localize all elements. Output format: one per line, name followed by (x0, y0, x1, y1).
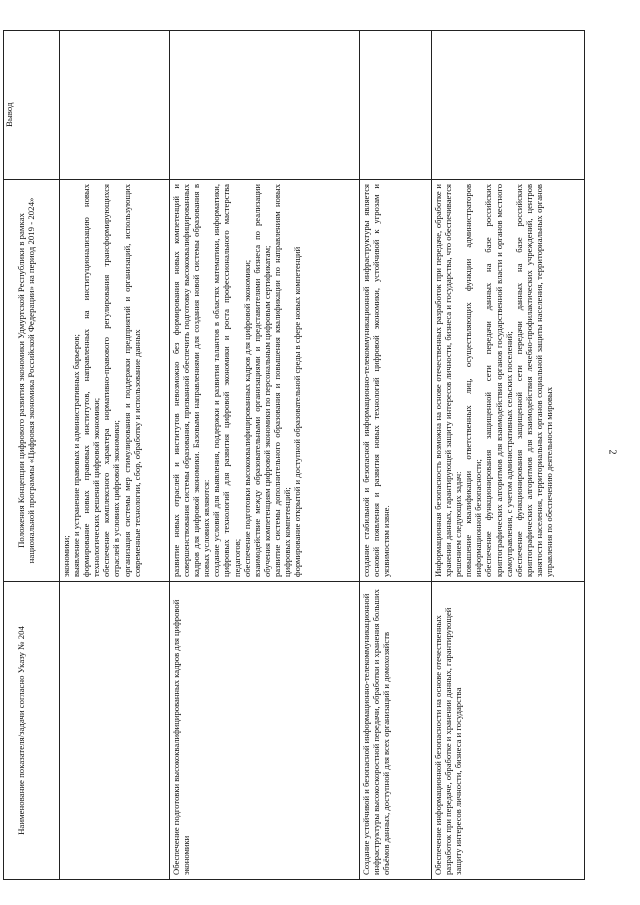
provision-line: обеспечение функционирования защищенной сети передачи данных на базе российских криптографических алгоритмов для взаимодействия лечебно-профилактических учреждений, центров занятости населения, территориальных органов социальной защиты населения, территориальных органов управления по обеспечению деятельности мировых (513, 184, 555, 577)
header-task: Наименование показателя/задачи согласно Указу № 204 (4, 582, 60, 879)
table-row (60, 180, 170, 581)
provision-line: создание стабильной и безопасной информационно-телекоммуникационной инфраструктуры является основой появления и развития новых технологий цифровой экономики, устойчивой к угрозам и уязвимостям извне. (361, 184, 392, 577)
provision-line: обеспечение подготовки высококвалифицированных кадров для цифровой экономики; (241, 259, 252, 577)
page-number: 2 (606, 449, 618, 455)
provision-line: создание условий для выявления, поддержки и развития талантов в областях математики, информатики, цифровых технологий для развития цифровой экономики и роста профессионального мастерства педагогов; (211, 184, 242, 577)
provision-line: развитие системы дополнительного образования и повышения квалификации по направлениям новых цифровых компетенций; (271, 184, 293, 577)
provision-line: организация системы мер стимулирования и поддержки предприятий и организаций, использующих современные технологии, сбор, обработку и использование данных (121, 184, 142, 577)
header-provisions: Положения Концепции цифрового развития экономики Удмуртской Республики в рамках национальной программы «Цифровая экономика Российской Федерации» на период 2019 - 2024» (4, 180, 60, 581)
conclusion-column (4, 30, 584, 179)
header-conclusion: Вывод (4, 30, 60, 179)
provision-line: экономики; (61, 535, 71, 577)
provision-line: повышение квалификации ответственных лиц, осуществляющих функции администраторов информационной безопасности; (463, 184, 484, 577)
provision-line: формирование новых правовых институтов, направленных на институционализацию новых технологических решений цифровой экономики; (81, 184, 102, 577)
table-row (60, 582, 170, 879)
provision-line: выявление и устранение правовых и административных барьеров; (71, 334, 82, 577)
table-wrapper (3, 30, 585, 880)
provision-line: развитие новых отраслей и институтов невозможно без формирования новых компетенций и совершенствования системы образования, призванной обеспечить подготовку высококвалифицированных кадров для цифровой экономики. Базовыми направлениями для создания новой системы образования в новых условиях являются: (171, 184, 212, 577)
table-row (360, 180, 432, 581)
task-cell: Обеспечение подготовки высококвалифицированных кадров для цифровой экономики (171, 599, 192, 875)
table-row (60, 30, 170, 179)
table-row (432, 30, 585, 179)
table-row (432, 582, 585, 879)
concept-table (3, 30, 585, 880)
provision-line: обеспечение комплексного характера нормативно-правового регулирования трансформирующихся отраслей в условиях цифровой экономики; (101, 184, 122, 577)
provision-line: формирование открытой и доступной образовательной среды в сфере новых компетенций (292, 246, 303, 577)
task-column (4, 581, 584, 879)
table-row (170, 582, 360, 879)
table-row (360, 30, 432, 179)
provision-line: взаимодействие между образовательными организациями и представителями бизнеса по реализации обучения компетенциям цифровой экономики по персональным цифровым сертификатам; (251, 184, 272, 577)
provisions-column (4, 179, 584, 581)
provision-line: Информационная безопасность возможна на основе отечественных разработок при передаче, обработке и хранении данных, гарантирующей защиту интересов личности, бизнеса и государства, что обеспечивается решением следующих задач: (433, 184, 464, 577)
table-row (432, 180, 585, 581)
task-cell: Создание устойчивой и безопасной информационно-телекоммуникационной инфраструктуры высокоскоростной передачи, обработки и хранения больших объёмов данных, доступной для всех организаций и домохозяйств (361, 589, 392, 875)
table-row (360, 582, 432, 879)
task-cell: Обеспечение информационной безопасности на основе отечественных разработок при передаче, обработке и хранении данных, гарантирующей защиту интересов личности, бизнеса и государства (433, 607, 464, 875)
table-row (170, 180, 360, 581)
table-row (170, 30, 360, 179)
provision-line: обеспечение функционирования защищенной сети передачи данных на базе российских криптографических алгоритмов для взаимодействия органов государственной власти и органов местного самоуправления, с учетом административных сельских поселений; (483, 184, 514, 577)
